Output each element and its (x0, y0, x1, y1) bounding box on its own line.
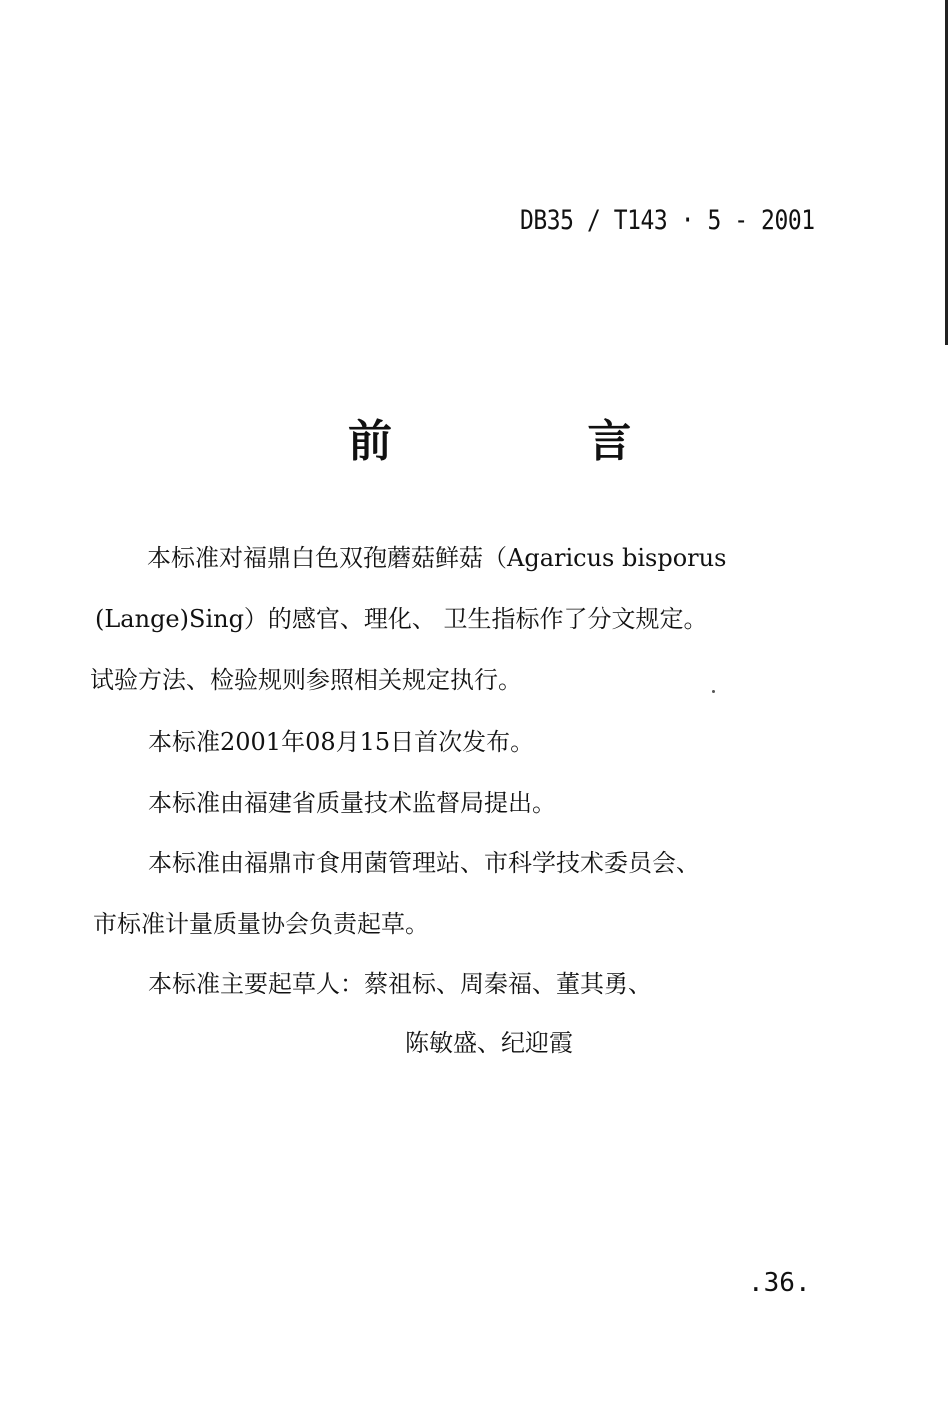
document-code: DB35 / T143 · 5 - 2001 (520, 205, 815, 236)
body-line-2: (Lange)Sing）的感官、理化、 卫生指标作了分文规定。 (95, 605, 708, 633)
body-line-1: 本标准对福鼎白色双孢蘑菇鲜菇（Agaricus bisporus (147, 544, 727, 572)
body-line-3: 试验方法、检验规则参照相关规定执行。 (90, 666, 522, 694)
body-line-7: 市标准计量质量协会负责起草。 (93, 910, 429, 938)
scan-edge-line (945, 0, 948, 345)
page-title: 前 言 (348, 416, 722, 467)
scan-speck (712, 690, 715, 693)
body-line-9: 陈敏盛、纪迎霞 (405, 1029, 573, 1057)
body-line-4: 本标准2001年08月15日首次发布。 (148, 728, 535, 756)
body-line-5: 本标准由福建省质量技术监督局提出。 (148, 789, 556, 817)
body-line-8: 本标准主要起草人：蔡祖标、周秦福、董其勇、 (148, 970, 652, 998)
body-line-6: 本标准由福鼎市食用菌管理站、市科学技术委员会、 (148, 849, 700, 877)
page-number: .36. (748, 1268, 811, 1298)
